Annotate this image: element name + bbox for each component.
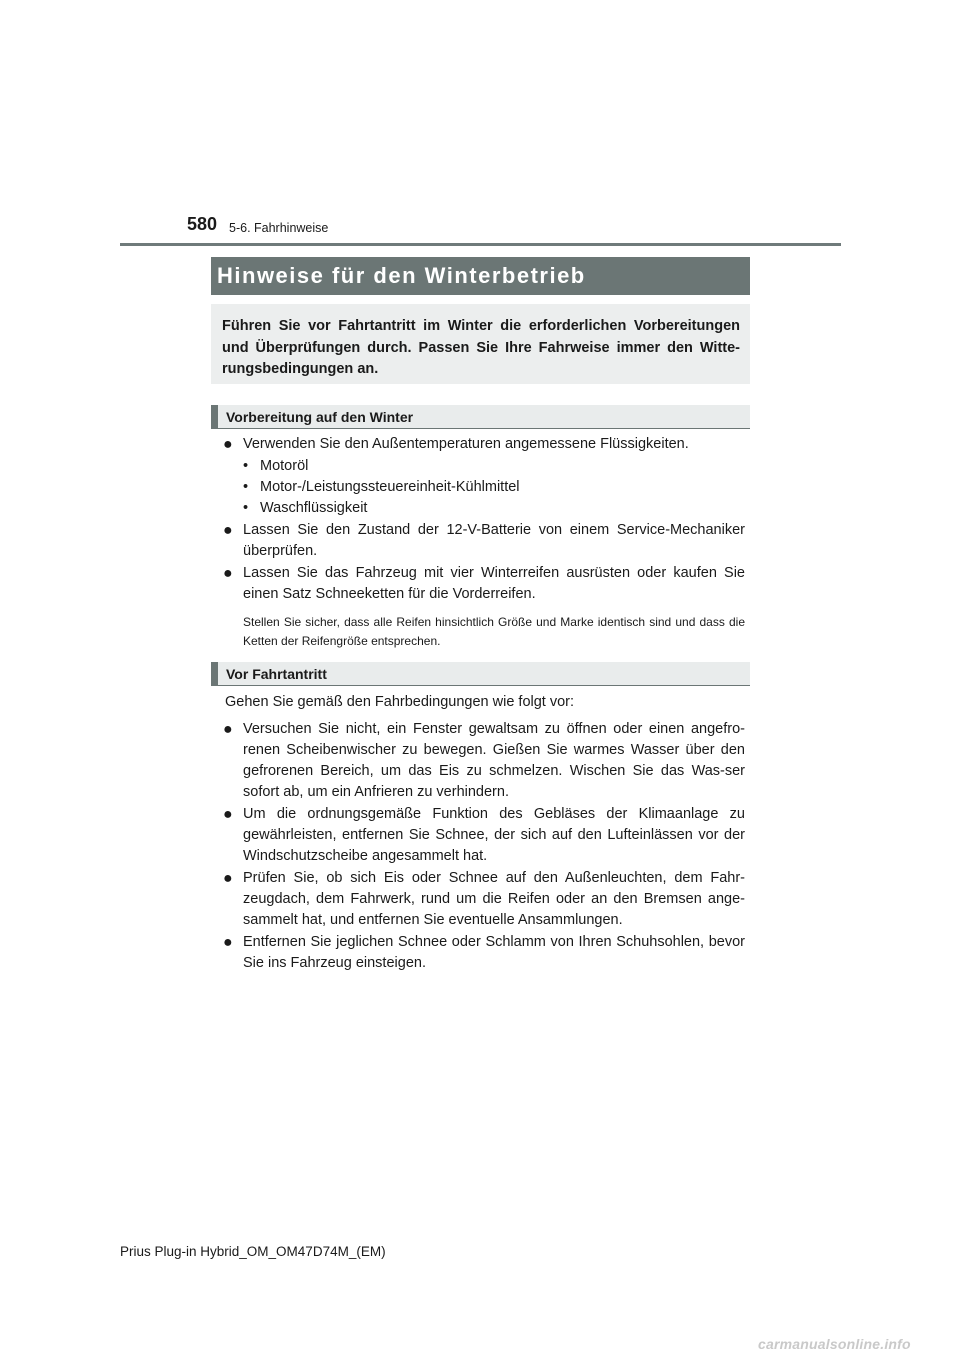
bullet-icon: ●	[223, 721, 233, 738]
section-before-driving	[222, 692, 745, 975]
document-id: Prius Plug-in Hybrid_OM_OM47D74M_(EM)	[120, 1244, 386, 1259]
note-text: Stellen Sie sicher, dass alle Reifen hinsichtlich Größe und Marke identisch sind und dass die Ketten der Reifengröße entsprechen.	[243, 615, 745, 648]
title-bar	[211, 257, 750, 295]
list-item-text: Verwenden Sie den Außentemperaturen angemessene Flüssigkeiten.	[243, 436, 689, 452]
list-item-text: Waschflüssigkeit	[260, 500, 368, 516]
subbullet-icon: •	[243, 500, 249, 516]
list-item-text: Um die ordnungsgemäße Funktion des Gebläses der Klimaanlage zu gewährleisten, entfernen Sie Schnee, der sich auf den Lufteinlässen vor der Windschutzscheibe angesammelt hat.	[243, 806, 745, 864]
bullet-icon: ●	[223, 934, 233, 951]
list-item-text: Versuchen Sie nicht, ein Fenster gewaltsam zu öffnen oder einen angefro-renen Scheibenwischer zu bewegen. Gießen Sie warmes Wasser über den gefrorenen Bereich, um das Eis zu schmelzen. Wischen Sie das Was-ser sofort ab, um ein Anfrieren zu verhindern.	[243, 721, 745, 800]
section-heading-before-driving: Vor Fahrtantritt	[211, 662, 750, 686]
page-number: 580	[187, 214, 218, 234]
list-item-text: Lassen Sie das Fahrzeug mit vier Winterreifen ausrüsten oder kaufen Sie einen Satz Schneeketten für die Vorderreifen.	[243, 565, 745, 602]
list-item-text: Entfernen Sie jeglichen Schnee oder Schlamm von Ihren Schuhsohlen, bevor Sie ins Fahrzeug einsteigen.	[243, 934, 745, 971]
list-item	[222, 563, 745, 605]
list-item-text: Motoröl	[260, 458, 309, 474]
list-item	[222, 477, 745, 498]
list-item-text: Prüfen Sie, ob sich Eis oder Schnee auf den Außenleuchten, dem Fahr-zeugdach, dem Fahrwerk, rund um die Reifen oder an den Bremsen ange-sammelt hat, und entfernen Sie eventuelle Ansammlungen.	[243, 870, 745, 928]
list-item-text: Motor-/Leistungssteuereinheit-Kühlmittel	[260, 479, 520, 495]
bullet-icon: ●	[223, 436, 233, 453]
subbullet-icon: •	[243, 479, 249, 495]
fluid-list	[222, 456, 745, 519]
lead-paragraph: Gehen Sie gemäß den Fahrbedingungen wie folgt vor:	[225, 694, 575, 710]
section-heading-winter-preparation: Vorbereitung auf den Winter	[211, 405, 750, 429]
list-item	[222, 456, 745, 477]
list-item	[222, 434, 745, 455]
list-item	[222, 868, 745, 931]
section-winter-preparation	[222, 434, 745, 651]
list-item-text: Lassen Sie den Zustand der 12-V-Batterie von einem Service-Mechaniker überprüfen.	[243, 522, 745, 559]
list-item	[222, 498, 745, 519]
subbullet-icon: •	[243, 458, 249, 474]
bullet-icon: ●	[223, 806, 233, 823]
bullet-icon: ●	[223, 565, 233, 582]
header-rule	[120, 243, 841, 246]
watermark: carmanualsonline.info	[758, 1336, 911, 1352]
page-title: Hinweise für den Winterbetrieb	[217, 263, 586, 288]
list-item	[222, 719, 745, 803]
bullet-icon: ●	[223, 870, 233, 887]
list-item	[222, 520, 745, 562]
intro-box: Führen Sie vor Fahrtantritt im Winter die erforderlichen Vorbereitungen und Überprüfungen durch. Passen Sie Ihre Fahrweise immer den Witte-rungsbedingungen an.	[211, 304, 750, 384]
list-item	[222, 932, 745, 974]
bullet-icon: ●	[223, 522, 233, 539]
list-item	[222, 804, 745, 867]
section-reference: 5-6. Fahrhinweise	[229, 221, 329, 235]
